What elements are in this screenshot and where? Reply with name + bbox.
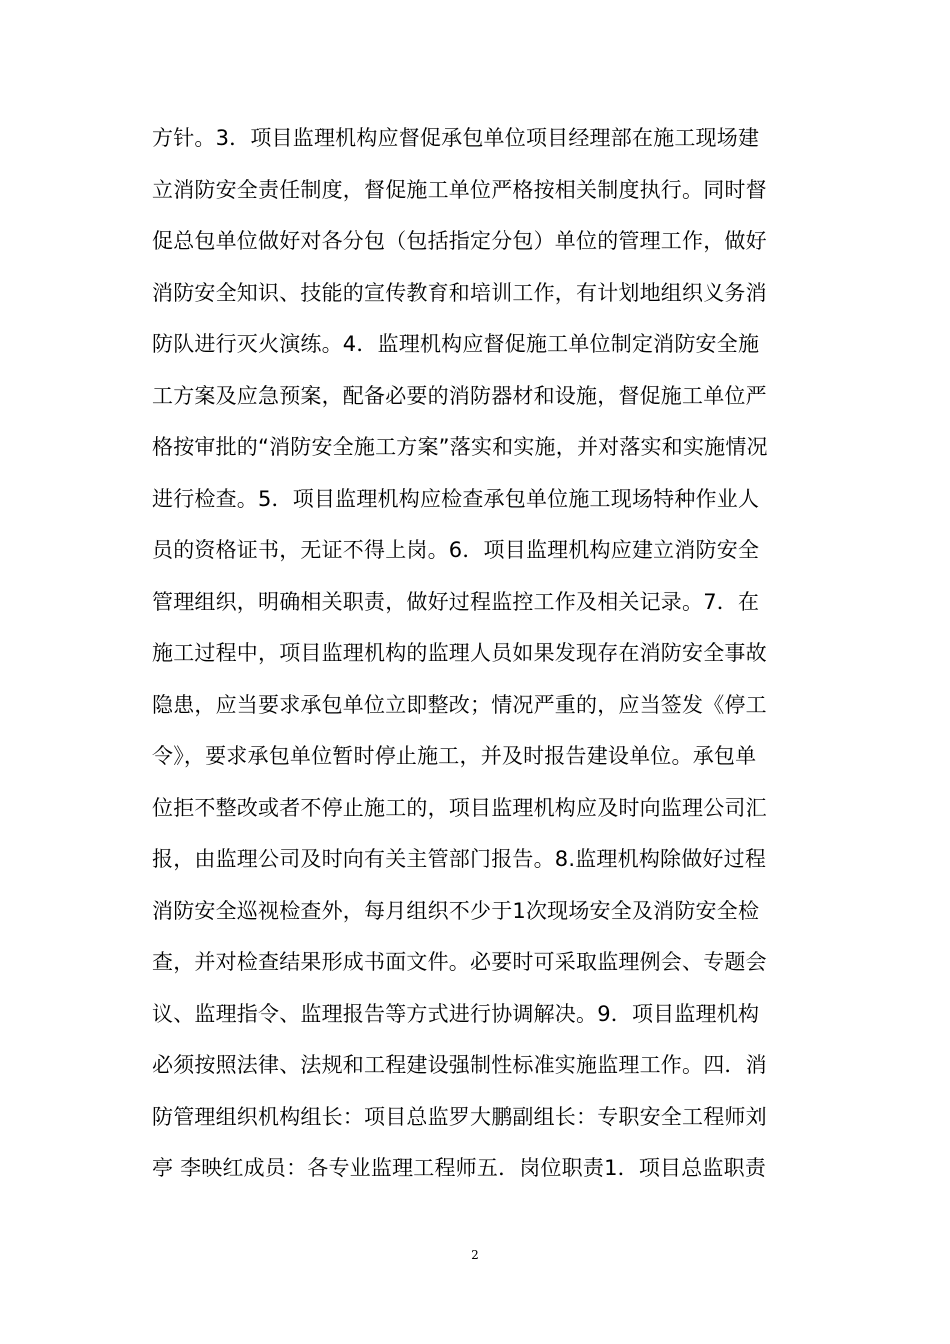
body-text xyxy=(152,118,812,1200)
text-line: 令》，要求承包单位暂时停止施工，并及时报告建设单位。承包单 xyxy=(152,744,757,768)
text-line: 施工过程中，项目监理机构的监理人员如果发现存在消防安全事故 xyxy=(152,641,767,665)
text-line: 消防安全知识、技能的宣传教育和培训工作，有计划地组织义务消 xyxy=(152,280,767,305)
text-line: 格按审批的“消防安全施工方案”落实和实施，并对落实和实施情况 xyxy=(152,435,768,459)
text-line: 消防安全巡视检查外，每月组织不少于1次现场安全及消防安全检 xyxy=(152,898,760,923)
text-line: 报，由监理公司及时向有关主管部门报告。8.监理机构除做好过程 xyxy=(152,847,767,871)
text-line: 查，并对检查结果形成书面文件。必要时可采取监理例会、专题会 xyxy=(152,950,767,974)
text-line: 工方案及应急预案，配备必要的消防器材和设施，督促施工单位严 xyxy=(152,383,767,408)
text-line: 议、监理指令、监理报告等方式进行协调解决。9．项目监理机构 xyxy=(152,1001,760,1026)
text-line: 管理组织，明确相关职责，做好过程监控工作及相关记录。7．在 xyxy=(152,589,760,614)
text-line: 隐患，应当要求承包单位立即整改；情况严重的，应当签发《停工 xyxy=(152,692,767,717)
text-line: 进行检查。5．项目监理机构应检查承包单位施工现场特种作业人 xyxy=(152,486,760,511)
text-line: 防管理组织机构组长：项目总监罗大鹏副组长：专职安全工程师刘 xyxy=(152,1104,767,1129)
text-line: 方针。3．项目监理机构应督促承包单位项目经理部在施工现场建 xyxy=(152,126,760,150)
text-line: 必须按照法律、法规和工程建设强制性标准实施监理工作。四．消 xyxy=(152,1053,767,1077)
text-line: 亭 李映红成员：各专业监理工程师五．岗位职责1．项目总监职责 xyxy=(152,1156,767,1180)
text-line: 位拒不整改或者不停止施工的，项目监理机构应及时向监理公司汇 xyxy=(152,795,767,820)
text-line: 促总包单位做好对各分包（包括指定分包）单位的管理工作，做好 xyxy=(152,229,767,253)
text-line: 员的资格证书，无证不得上岗。6．项目监理机构应建立消防安全 xyxy=(152,538,760,562)
text-line: 立消防安全责任制度，督促施工单位严格按相关制度执行。同时督 xyxy=(152,177,767,202)
page-number: 2 xyxy=(471,1248,479,1262)
text-line: 防队进行灭火演练。4．监理机构应督促施工单位制定消防安全施 xyxy=(152,332,760,356)
